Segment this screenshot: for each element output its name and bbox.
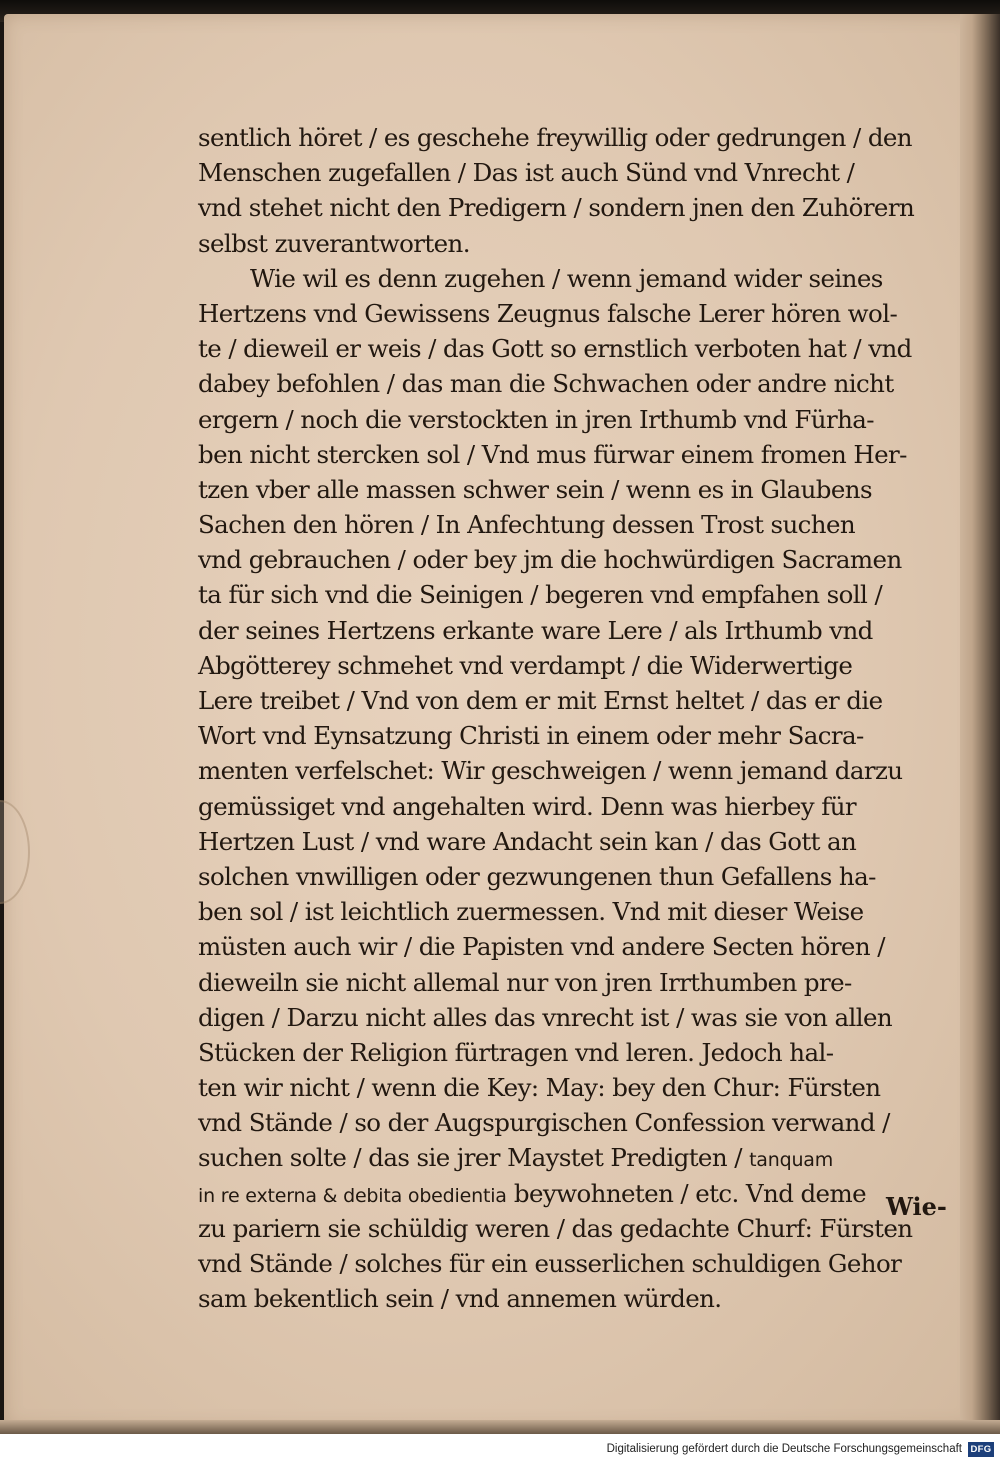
text-line: ben nicht stercken sol / Vnd mus fürwar einem fromen Her- [198, 439, 907, 469]
text-line: menten verfelschet: Wir geschweigen / wenn jemand darzu [198, 756, 903, 786]
text-line: vnd Stände / solches für ein eusserlichen schuldigen Gehor [198, 1249, 902, 1278]
text-line: Wie wil es denn zugehen / wenn jemand wider seines [250, 263, 883, 293]
text-line [198, 1140, 958, 1175]
text-line: der seines Hertzens erkante ware Lere / als Irthumb vnd [198, 615, 873, 645]
text-line: gemüssiget vnd angehalten wird. Denn was hierbey für [198, 791, 856, 821]
text-line: zu pariern sie schüldig weren / das gedachte Churf: Fürsten [198, 1213, 913, 1243]
text-line: tzen vber alle massen schwer sein / wenn es in Glaubens [198, 474, 872, 504]
text-line: Hertzens vnd Gewissens Zeugnus falsche Lerer hören wol- [198, 298, 898, 328]
text-line [198, 1176, 958, 1211]
text-segment: suchen solte / das sie jrer Maystet Predigten / [198, 1143, 742, 1173]
text-line: Stücken der Religion fürtragen vnd leren. Jedoch hal- [198, 1037, 834, 1067]
text-line: solchen vnwilligen oder gezwungenen thun Gefallens ha- [198, 861, 876, 891]
text-line: dabey befohlen / das man die Schwachen oder andre nicht [198, 369, 894, 399]
funding-credit: Digitalisierung gefördert durch die Deutsche Forschungsgemeinschaft [606, 1443, 962, 1455]
text-line: Lere treibet / Vnd von dem er mit Ernst heltet / das er die [198, 686, 883, 715]
text-line: sentlich höret / es geschehe freywillig oder gedrungen / den [198, 123, 912, 152]
digitization-footer [0, 1434, 1000, 1468]
latin-phrase: tanquam [749, 1149, 834, 1172]
text-line: ta für sich vnd die Seinigen / begeren vnd empfahen soll / [198, 580, 883, 610]
text-line: sam bekentlich sein / vnd annemen würden. [198, 1284, 722, 1314]
text-line: Sachen den hören / In Anfechtung dessen Trost suchen [198, 510, 856, 540]
text-line: ben sol / ist leichtlich zuermessen. Vnd mit dieser Weise [198, 897, 864, 927]
text-line: Abgötterey schmehet vnd verdampt / die Widerwertige [198, 650, 853, 680]
catchword: Wie- [886, 1192, 947, 1221]
text-segment: beywohneten / etc. Vnd deme [513, 1178, 866, 1208]
text-line: te / dieweil er weis / das Gott so ernstlich verboten hat / vnd [198, 334, 912, 364]
latin-phrase: in re externa & debita obedientia [198, 1184, 507, 1207]
text-line: ten wir nicht / wenn die Key: May: bey den Chur: Fürsten [198, 1073, 881, 1103]
text-line: müsten auch wir / die Papisten vnd andere Secten hören / [198, 932, 885, 962]
text-line: digen / Darzu nicht alles das vnrecht ist / was sie von allen [198, 1002, 893, 1032]
text-line: selbst zuverantworten. [198, 228, 470, 258]
text-line: vnd stehet nicht den Predigern / sondern jnen den Zuhörern [198, 193, 915, 223]
page-bottom-edge [0, 1420, 1000, 1434]
text-line: Menschen zugefallen / Das ist auch Sünd vnd Vnrecht / [198, 158, 855, 188]
text-line: dieweiln sie nicht allemal nur von jren Irrthumben pre- [198, 967, 852, 997]
text-line: vnd gebrauchen / oder bey jm die hochwürdigen Sacramen [198, 545, 902, 575]
text-line: ergern / noch die verstockten in jren Irthumb vnd Fürha- [198, 404, 874, 434]
page-body-text [198, 120, 958, 1316]
dfg-logo: DFG [968, 1442, 994, 1457]
text-line: Wort vnd Eynsatzung Christi in einem oder mehr Sacra- [198, 721, 864, 751]
text-line: vnd Stände / so der Augspurgischen Confession verwand / [198, 1108, 890, 1138]
text-line: Hertzen Lust / vnd ware Andacht sein kan / das Gott an [198, 826, 857, 856]
page-stack-edge [960, 14, 1000, 1432]
